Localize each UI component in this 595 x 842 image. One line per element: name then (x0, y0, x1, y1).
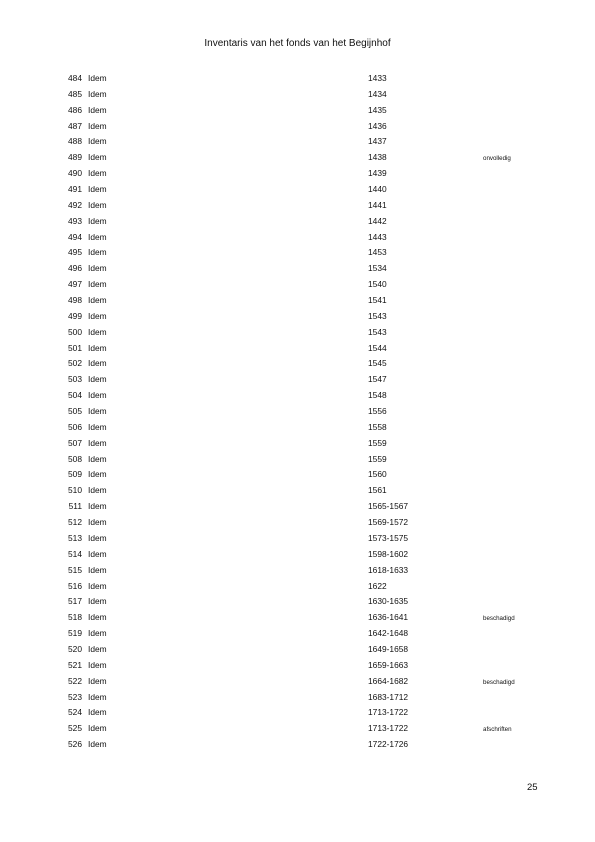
item-date: 1434 (368, 88, 387, 99)
list-item (0, 676, 595, 692)
item-title: Idem (88, 104, 107, 115)
item-title: Idem (88, 675, 107, 686)
list-item (0, 327, 595, 343)
list-item (0, 232, 595, 248)
item-date: 1556 (368, 406, 387, 417)
item-number: 495 (68, 247, 82, 258)
item-number: 492 (68, 199, 82, 210)
list-item (0, 628, 595, 644)
list-item (0, 549, 595, 565)
item-date: 1561 (368, 485, 387, 496)
item-note: onvolledig (483, 155, 511, 163)
item-number: 498 (68, 295, 82, 306)
item-number: 512 (68, 517, 82, 528)
item-number: 487 (68, 120, 82, 131)
item-date: 1441 (368, 199, 387, 210)
list-item (0, 501, 595, 517)
item-date: 1435 (368, 104, 387, 115)
list-item (0, 707, 595, 723)
item-date: 1559 (368, 437, 387, 448)
item-title: Idem (88, 390, 107, 401)
item-title: Idem (88, 612, 107, 623)
list-item (0, 596, 595, 612)
item-number: 502 (68, 358, 82, 369)
item-number: 496 (68, 263, 82, 274)
item-date: 1442 (368, 215, 387, 226)
item-date: 1664-1682 (368, 675, 409, 686)
item-title: Idem (88, 199, 107, 210)
list-item (0, 343, 595, 359)
item-date: 1543 (368, 310, 387, 321)
list-item (0, 121, 595, 137)
item-date: 1649-1658 (368, 643, 409, 654)
item-date: 1534 (368, 263, 387, 274)
list-item (0, 406, 595, 422)
item-title: Idem (88, 295, 107, 306)
item-number: 522 (68, 675, 82, 686)
item-number: 509 (68, 469, 82, 480)
list-item (0, 311, 595, 327)
item-number: 524 (68, 707, 82, 718)
item-number: 505 (68, 406, 82, 417)
item-number: 484 (68, 73, 82, 83)
list-item (0, 358, 595, 374)
item-title: Idem (88, 263, 107, 274)
item-title: Idem (88, 517, 107, 528)
item-number: 519 (68, 628, 82, 639)
item-number: 516 (68, 580, 82, 591)
item-date: 1437 (368, 136, 387, 147)
item-date: 1636-1641 (368, 612, 409, 623)
list-item (0, 581, 595, 597)
list-item (0, 565, 595, 581)
item-number: 490 (68, 168, 82, 179)
item-title: Idem (88, 691, 107, 702)
list-item (0, 247, 595, 263)
item-date: 1598-1602 (368, 548, 409, 559)
item-title: Idem (88, 501, 107, 512)
item-title: Idem (88, 358, 107, 369)
item-title: Idem (88, 659, 107, 670)
item-title: Idem (88, 247, 107, 258)
list-item (0, 485, 595, 501)
item-date: 1547 (368, 374, 387, 385)
item-title: Idem (88, 231, 107, 242)
item-date: 1559 (368, 453, 387, 464)
item-title: Idem (88, 532, 107, 543)
item-number: 486 (68, 104, 82, 115)
item-number: 515 (68, 564, 82, 575)
item-number: 525 (68, 723, 82, 734)
item-title: Idem (88, 548, 107, 559)
item-title: Idem (88, 279, 107, 290)
list-item (0, 279, 595, 295)
item-note: beschadigd (483, 615, 515, 623)
item-number: 499 (68, 310, 82, 321)
item-date: 1622 (368, 580, 387, 591)
item-date: 1565-1567 (368, 501, 409, 512)
item-title: Idem (88, 596, 107, 607)
item-number: 526 (68, 739, 82, 750)
item-title: Idem (88, 564, 107, 575)
item-title: Idem (88, 437, 107, 448)
item-number: 494 (68, 231, 82, 242)
page-number: 25 (527, 782, 538, 793)
item-title: Idem (88, 168, 107, 179)
item-date: 1544 (368, 342, 387, 353)
item-date: 1659-1663 (368, 659, 409, 670)
item-number: 523 (68, 691, 82, 702)
item-number: 510 (68, 485, 82, 496)
item-number: 500 (68, 326, 82, 337)
item-date: 1540 (368, 279, 387, 290)
list-item (0, 295, 595, 311)
item-date: 1573-1575 (368, 532, 409, 543)
list-item (0, 723, 595, 739)
list-item (0, 390, 595, 406)
list-item (0, 438, 595, 454)
item-title: Idem (88, 580, 107, 591)
list-item (0, 168, 595, 184)
item-number: 503 (68, 374, 82, 385)
item-title: Idem (88, 120, 107, 131)
item-date: 1545 (368, 358, 387, 369)
item-date: 1569-1572 (368, 517, 409, 528)
item-title: Idem (88, 485, 107, 496)
item-title: Idem (88, 469, 107, 480)
list-item (0, 644, 595, 660)
item-date: 1438 (368, 152, 387, 163)
item-date: 1443 (368, 231, 387, 242)
list-item (0, 422, 595, 438)
item-date: 1630-1635 (368, 596, 409, 607)
list-item (0, 73, 595, 89)
list-item (0, 533, 595, 549)
item-title: Idem (88, 374, 107, 385)
item-title: Idem (88, 643, 107, 654)
item-title: Idem (88, 342, 107, 353)
item-number: 488 (68, 136, 82, 147)
item-number: 489 (68, 152, 82, 163)
item-title: Idem (88, 739, 107, 750)
item-number: 508 (68, 453, 82, 464)
list-item (0, 739, 595, 755)
item-date: 1453 (368, 247, 387, 258)
item-number: 513 (68, 532, 82, 543)
list-item (0, 374, 595, 390)
list-item (0, 200, 595, 216)
item-date: 1560 (368, 469, 387, 480)
list-item (0, 136, 595, 152)
item-date: 1436 (368, 120, 387, 131)
item-number: 507 (68, 437, 82, 448)
item-number: 493 (68, 215, 82, 226)
list-item (0, 660, 595, 676)
item-number: 485 (68, 88, 82, 99)
item-date: 1548 (368, 390, 387, 401)
item-title: Idem (88, 421, 107, 432)
list-item (0, 152, 595, 168)
page-header: Inventaris van het fonds van het Begijnhof (204, 38, 391, 49)
item-date: 1618-1633 (368, 564, 409, 575)
item-title: Idem (88, 152, 107, 163)
item-date: 1558 (368, 421, 387, 432)
item-number: 521 (68, 659, 82, 670)
item-note: beschadigd (483, 678, 515, 686)
item-title: Idem (88, 88, 107, 99)
list-item (0, 263, 595, 279)
list-item (0, 517, 595, 533)
item-number: 497 (68, 279, 82, 290)
inventory-list (0, 73, 595, 755)
item-date: 1722-1726 (368, 739, 409, 750)
list-item (0, 216, 595, 232)
item-number: 506 (68, 421, 82, 432)
item-date: 1439 (368, 168, 387, 179)
item-number: 518 (68, 612, 82, 623)
item-number: 511 (68, 501, 82, 512)
item-title: Idem (88, 310, 107, 321)
list-item (0, 454, 595, 470)
list-item (0, 89, 595, 105)
item-date: 1433 (368, 73, 387, 83)
list-item (0, 692, 595, 708)
item-title: Idem (88, 326, 107, 337)
item-title: Idem (88, 406, 107, 417)
list-item (0, 105, 595, 121)
item-date: 1713-1722 (368, 723, 409, 734)
item-date: 1440 (368, 184, 387, 195)
list-item (0, 184, 595, 200)
item-title: Idem (88, 215, 107, 226)
item-date: 1541 (368, 295, 387, 306)
item-title: Idem (88, 184, 107, 195)
item-number: 504 (68, 390, 82, 401)
item-number: 501 (68, 342, 82, 353)
item-number: 491 (68, 184, 82, 195)
item-number: 514 (68, 548, 82, 559)
item-title: Idem (88, 73, 107, 83)
list-item (0, 612, 595, 628)
item-title: Idem (88, 136, 107, 147)
item-title: Idem (88, 453, 107, 464)
item-date: 1713-1722 (368, 707, 409, 718)
item-number: 520 (68, 643, 82, 654)
item-title: Idem (88, 707, 107, 718)
item-date: 1642-1648 (368, 628, 409, 639)
item-title: Idem (88, 628, 107, 639)
item-title: Idem (88, 723, 107, 734)
item-date: 1683-1712 (368, 691, 409, 702)
item-date: 1543 (368, 326, 387, 337)
list-item (0, 469, 595, 485)
item-number: 517 (68, 596, 82, 607)
item-note: afschriften (483, 726, 512, 734)
